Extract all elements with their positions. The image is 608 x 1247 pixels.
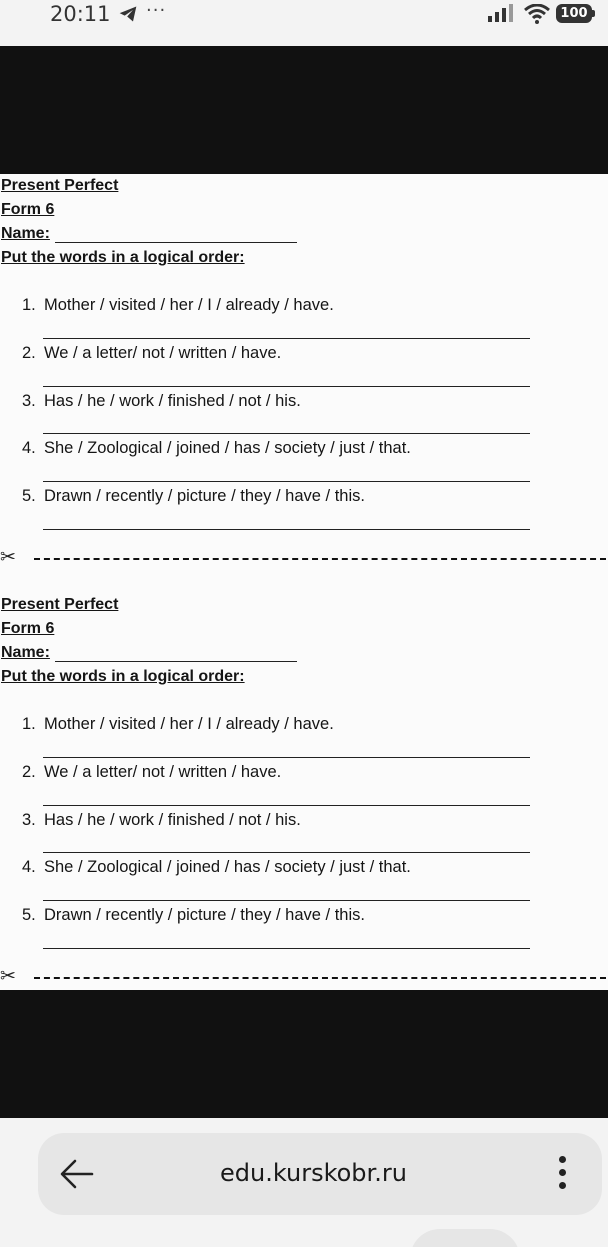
status-time: 20:11	[50, 2, 111, 26]
name-line	[55, 661, 297, 662]
exercise-item: 2. We / a letter/ not / written / have.	[22, 344, 282, 362]
more-notifications-indicator: ···	[146, 0, 167, 21]
status-bar	[0, 0, 608, 46]
answer-line	[43, 386, 530, 387]
exercise-item: 1. Mother / visited / her / I / already / have.	[22, 296, 334, 314]
worksheet-title: Present Perfect	[1, 177, 119, 194]
answer-line	[43, 481, 530, 482]
telegram-plane-icon	[118, 4, 138, 24]
worksheet-top	[0, 174, 608, 593]
worksheet-form: Form 6	[1, 620, 55, 637]
answer-line	[43, 900, 530, 901]
scissors-icon: ✂	[0, 965, 16, 987]
dashed-divider	[34, 977, 606, 979]
worksheet-instruction: Put the words in a logical order:	[1, 668, 245, 685]
wifi-icon	[524, 4, 550, 24]
scissors-icon: ✂	[0, 546, 16, 568]
exercise-item: 4. She / Zoological / joined / has / society / just / that.	[22, 858, 411, 876]
black-band-top	[0, 46, 608, 174]
answer-line	[43, 948, 530, 949]
answer-line	[43, 757, 530, 758]
browser-bottom-bar	[0, 1118, 608, 1247]
name-label: Name:	[1, 644, 50, 661]
exercise-item: 2. We / a letter/ not / written / have.	[22, 763, 282, 781]
name-label: Name:	[1, 225, 50, 242]
cut-line	[0, 965, 608, 989]
battery-icon: 100	[556, 4, 592, 23]
answer-line	[43, 529, 530, 530]
back-arrow-icon[interactable]	[58, 1155, 96, 1193]
cut-line	[0, 546, 608, 570]
worksheet-instruction: Put the words in a logical order:	[1, 249, 245, 266]
exercise-item: 5. Drawn / recently / picture / they / have / this.	[22, 906, 365, 924]
worksheet-bottom	[0, 593, 608, 990]
address-bar[interactable]	[38, 1133, 602, 1215]
black-band-bottom	[0, 990, 608, 1118]
answer-line	[43, 338, 530, 339]
dashed-divider	[34, 558, 606, 560]
answer-line	[43, 805, 530, 806]
exercise-item: 5. Drawn / recently / picture / they / have / this.	[22, 487, 365, 505]
bottom-tab-stub	[410, 1229, 520, 1247]
worksheet-form: Form 6	[1, 201, 55, 218]
worksheet-title: Present Perfect	[1, 596, 119, 613]
answer-line	[43, 852, 530, 853]
url-text[interactable]: edu.kurskobr.ru	[220, 1159, 407, 1187]
signal-icon	[488, 4, 514, 22]
exercise-item: 1. Mother / visited / her / I / already / have.	[22, 715, 334, 733]
answer-line	[43, 433, 530, 434]
exercise-item: 4. She / Zoological / joined / has / society / just / that.	[22, 439, 411, 457]
exercise-item: 3. Has / he / work / finished / not / his.	[22, 392, 301, 410]
exercise-item: 3. Has / he / work / finished / not / his.	[22, 811, 301, 829]
name-line	[55, 242, 297, 243]
more-vert-icon[interactable]	[555, 1154, 569, 1194]
